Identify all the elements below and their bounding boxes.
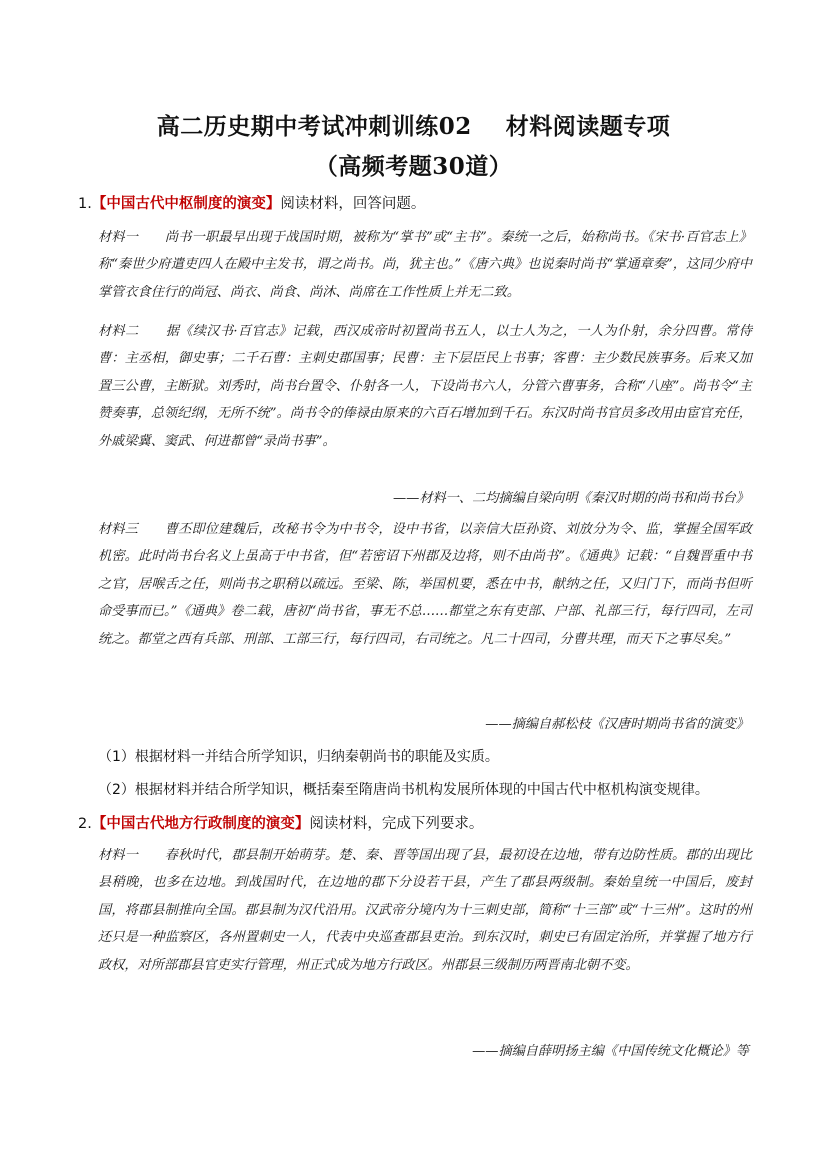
question-2-header <box>78 812 483 833</box>
question-1-material-2: 材料二 据《续汉书·百官志》记载，西汉成帝时初置尚书五人，以士人为之，一人为仆射，余分四曹。常侍曹：主丞相，御史事；二千石曹：主刺史郡国事；民曹：主下层臣民上书事；客曹：主少数民族事务。后来又加置三公曹，主断狱。刘秀时，尚书台置令、仆射各一人，下设尚书六人，分管六曹事务，合称“八座”。尚书令“主赞奏事，总领纪纲，无所不统”。尚书令的俸禄由原来的六百石增加到千石。东汉时尚书官员多改用由宦官充任，外戚梁冀、窦武、何进都曾“录尚书事”。 <box>98 324 752 449</box>
question-number: 1. <box>78 196 92 212</box>
question-1-subquestion-1: （1）根据材料一并结合所学知识，归纳秦朝尚书的职能及实质。 <box>98 749 499 765</box>
question-tag: 【中国古代中枢制度的演变】 <box>91 196 281 212</box>
question-1-subquestion-2: （2）根据材料并结合所学知识，概括秦至隋唐尚书机构发展所体现的中国古代中枢机构演变规律。 <box>98 782 709 798</box>
question-1-material-3: 材料三 曹丕即位建魏后，改秘书令为中书令，设中书省，以亲信大臣孙资、刘放分为令、监，掌握全国军政机密。此时尚书台名义上虽高于中书省，但“若密诏下州郡及边将，则不由尚书”。《通典》记载：“自魏晋重中书之官，居喉舌之任，则尚书之职稍以疏远。至梁、陈，举国机要，悉在中书，献纳之任，又归门下，而尚书但听命受事而已。”《通典》卷二载，唐初“尚书省，事无不总……都堂之东有吏部、户部、礼部三行，每行四司，左司统之。都堂之西有兵部、刑部、工部三行，每行四司，右司统之。凡二十四司，分曹共理，而天下之事尽矣。” <box>98 522 752 647</box>
page-title <box>0 108 827 141</box>
question-1-source-12: ——材料一、二均摘编自梁向明《秦汉时期的尚书和尚书台》 <box>392 491 749 506</box>
page-subtitle: （高频考题30道） <box>314 153 513 180</box>
title-main: 高二历史期中考试冲刺训练02 <box>156 113 472 140</box>
question-tag: 【中国古代地方行政制度的演变】 <box>91 816 310 832</box>
question-instruction: 阅读材料，完成下列要求。 <box>309 816 484 832</box>
question-2-material-1: 材料一 春秋时代，郡县制开始萌芽。楚、秦、晋等国出现了县，最初设在边地，带有边防性质。郡的出现比县稍晚，也多在边地。到战国时代，在边地的郡下分设若干县，产生了郡县两级制。秦始皇统一中国后，废封国，将郡县制推向全国。郡县制为汉代沿用。汉武帝分境内为十三刺史部，简称“十三部”或“十三州”。这时的州还只是一种监察区，各州置刺史一人，代表中央巡查郡县吏治。到东汉时，刺史已有固定治所，并掌握了地方行政权，对所部郡县官吏实行管理，州正式成为地方行政区。州郡县三级制历两晋南北朝不变。 <box>98 848 752 973</box>
question-1-header <box>78 192 425 213</box>
question-number: 2. <box>78 816 92 832</box>
question-1-material-1: 材料一 尚书一职最早出现于战国时期，被称为“掌书”或“主书”。秦统一之后，始称尚书。《宋书·百官志上》称“秦世少府遣吏四人在殿中主发书，谓之尚书。尚，犹主也。”《唐六典》也说秦时尚书“掌通章奏”，这同少府中掌管衣食住行的尚冠、尚衣、尚食、尚沐、尚席在工作性质上并无二致。 <box>98 230 752 300</box>
question-2-source-1: ——摘编自薛明扬主编《中国传统文化概论》等 <box>472 1044 749 1059</box>
title-topic: 材料阅读题专项 <box>505 113 671 140</box>
question-1-source-3: ——摘编自郝松枝《汉唐时期尚书省的演变》 <box>485 717 749 732</box>
question-instruction: 阅读材料，回答问题。 <box>280 196 426 212</box>
